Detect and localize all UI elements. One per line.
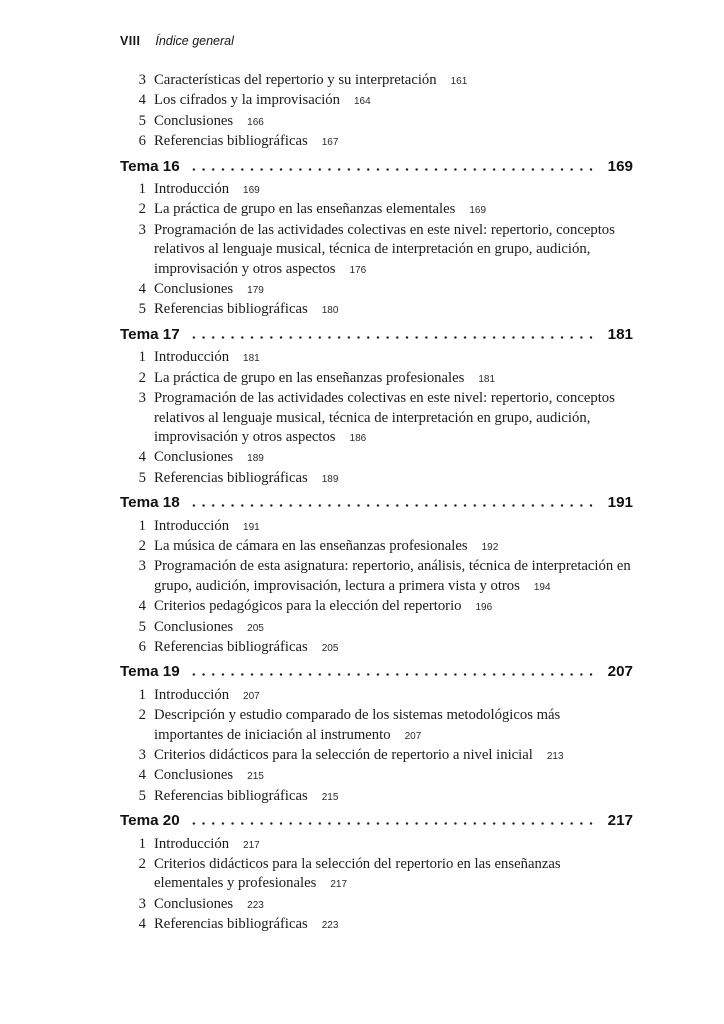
toc-item-page: 205 [321,642,339,654]
toc-item-page: 192 [481,541,499,553]
toc-item-number: 4 [138,767,146,784]
toc-item [120,221,633,280]
toc-item-page: 191 [243,521,260,533]
toc-item-body [154,280,633,300]
toc-section-page: 169 [607,157,633,175]
toc-item [120,369,633,389]
toc-item-body [154,200,633,220]
toc-item-title: Características del repertorio y su interpretación [154,72,437,88]
toc-item-number: 1 [138,181,146,198]
toc-item-body [154,706,633,746]
toc-item-page: 169 [469,205,487,217]
toc-item-number: 2 [138,537,146,554]
toc-item-page: 176 [349,264,367,276]
toc-item-title: Los cifrados y la improvisación [154,92,340,109]
toc-item [120,300,633,320]
toc-item-number: 2 [138,707,146,724]
toc-item-body [154,835,633,855]
toc-item-number: 4 [138,916,146,933]
toc-item-page: 217 [330,879,348,891]
toc-item-body [154,597,633,617]
toc-item-title: Referencias bibliográficas [154,133,308,150]
toc-item [120,517,633,537]
toc-section [120,325,633,489]
toc-item-number: 4 [138,92,146,109]
toc-item-title: La música de cámara en las enseñanzas profesionales [154,537,468,554]
toc-item-number: 3 [138,558,146,575]
toc-item-number: 4 [138,281,146,298]
toc-item-page: 223 [321,920,339,932]
toc-item [120,389,633,448]
toc-item-body [154,469,633,489]
toc-item-page: 181 [243,353,260,365]
toc-item [120,448,633,468]
toc-leading-items [120,71,633,153]
toc-item-title: Referencias bibliográficas [154,787,308,804]
toc-section-items [120,180,633,321]
running-header-title: Índice general [155,34,234,48]
toc-item [120,132,633,152]
toc-item-number: 2 [138,856,146,873]
toc-section-page: 207 [607,663,633,681]
toc-item [120,686,633,706]
dot-leader [189,336,599,339]
toc-item [120,112,633,132]
toc-item-title: Conclusiones [154,281,234,298]
toc-section [120,662,633,807]
toc-item-title: Introducción [154,349,230,366]
toc-item-page: 186 [349,432,367,444]
toc-item-number: 1 [138,686,146,703]
toc-item-page: 180 [321,305,339,317]
toc-item-title: Referencias bibliográficas [154,916,308,933]
toc-item [120,597,633,617]
toc-item-number: 5 [138,787,146,804]
toc-item-title: Criterios didácticos para la selección de repertorio a nivel inicial [154,747,533,763]
toc-item-page: 194 [533,581,551,593]
toc-section [120,493,633,658]
toc-item-title: Conclusiones [154,767,234,784]
toc-item-page: 205 [247,622,264,634]
toc-item-number: 2 [138,369,146,386]
toc-item-number: 6 [138,133,146,150]
toc-section-heading [120,325,633,344]
toc-item-number: 6 [138,638,146,655]
running-header [120,34,234,48]
toc-item-page: 223 [247,899,264,911]
toc-item-body [154,300,633,320]
toc-item [120,915,633,935]
toc-item-number: 3 [138,390,146,407]
toc-item-body [154,389,633,448]
toc-item-title: Conclusiones [154,449,234,466]
toc-item [120,348,633,368]
toc-item-page: 213 [546,751,564,762]
toc-section-title: Tema 17 [120,325,180,343]
toc-item-number: 5 [138,112,146,129]
toc-item-number: 3 [138,895,146,912]
toc-item-page: 189 [247,453,264,465]
toc-item [120,835,633,855]
toc-item-body [154,855,633,895]
toc-item-body [154,686,633,706]
page-folio: VIII [120,34,141,48]
toc-item-title: Conclusiones [154,618,234,635]
toc-item-body [154,112,633,132]
toc-item-body [154,746,633,766]
toc-item [120,787,633,807]
toc-item-title: Conclusiones [154,112,234,129]
toc-item-page: 207 [404,730,422,742]
toc-item-number: 3 [138,221,146,238]
toc-section-items [120,517,633,659]
toc-item-title: Descripción y estudio comparado de los sistemas metodológicos más importantes de iniciación al instrumento [154,707,561,743]
toc-section-items [120,835,633,936]
toc-item-body [154,537,633,557]
toc-section-heading [120,493,633,512]
toc-item [120,895,633,915]
toc-item [120,618,633,638]
toc-item [120,537,633,557]
toc-section-items [120,686,633,807]
toc-item-body [154,91,633,111]
toc-item-page: 161 [450,76,468,87]
toc-item-number: 1 [138,835,146,852]
toc-item-title: Criterios didácticos para la selección del repertorio en las enseñanzas elementales y profesionales [154,856,561,892]
toc-item [120,638,633,658]
toc-item-body [154,180,633,200]
toc-item [120,469,633,489]
dot-leader [189,673,599,676]
toc-item-title: La práctica de grupo en las enseñanzas elementales [154,201,456,218]
toc-item-title: Conclusiones [154,895,234,912]
toc-item-number: 5 [138,301,146,318]
toc-item-body [154,787,633,807]
toc-section-items [120,348,633,489]
toc-item [120,706,633,746]
toc-section-title: Tema 18 [120,494,180,512]
toc-item-number: 1 [138,349,146,366]
toc-sections [120,157,633,936]
dot-leader [189,822,599,825]
toc-item-number: 4 [138,449,146,466]
toc-item-title: Introducción [154,686,230,703]
toc-item-body [154,132,633,152]
toc-item-number: 2 [138,201,146,218]
toc-item [120,280,633,300]
toc-section-heading [120,811,633,830]
toc-item [120,91,633,111]
toc-item-number: 1 [138,517,146,534]
toc-item-title: Introducción [154,517,230,534]
toc-item-title: La práctica de grupo en las enseñanzas profesionales [154,369,465,386]
toc-item [120,766,633,786]
toc-item-page: 167 [321,137,339,149]
toc-item [120,855,633,895]
toc-item-title: Programación de las actividades colectivas en este nivel: repertorio, conceptos relativos al lenguaje musical, técnica de interpretación en grupo, audición, improvisación y otros aspectos [154,390,615,445]
toc-item-page: 217 [243,839,260,851]
toc-item-title: Introducción [154,181,230,198]
toc-item-body [154,221,633,280]
toc-item [120,180,633,200]
toc-section [120,811,633,935]
toc-item-body [154,448,633,468]
toc-item-body [154,71,633,91]
toc-item-title: Referencias bibliográficas [154,301,308,318]
toc-item-body [154,369,633,389]
toc-item-number: 5 [138,618,146,635]
toc-item-page: 207 [243,690,260,702]
toc-item-number: 3 [138,72,146,88]
toc-item-title: Referencias bibliográficas [154,638,308,655]
toc-item-page: 169 [243,185,260,197]
toc-item-body [154,618,633,638]
toc-section-heading [120,662,633,681]
toc-item-number: 4 [138,598,146,615]
toc-item-body [154,915,633,935]
toc-item-title: Programación de esta asignatura: repertorio, análisis, técnica de interpretación en grupo, audición, improvisación, lectura a primera vista y otros [154,558,631,594]
toc-content [120,71,633,936]
toc-item-page: 215 [247,771,264,783]
toc-item-page: 166 [247,116,264,128]
dot-leader [189,168,599,171]
toc-item [120,200,633,220]
toc-item [120,71,633,91]
toc-item-title: Criterios pedagógicos para la elección del repertorio [154,598,462,615]
toc-section-page: 191 [607,494,633,512]
toc-item-page: 179 [247,285,264,297]
toc-item-body [154,766,633,786]
toc-section-page: 181 [607,325,633,343]
toc-item-page: 215 [321,791,339,803]
toc-section [120,157,633,321]
toc-item-body [154,895,633,915]
toc-section-page: 217 [607,812,633,830]
toc-item-page: 181 [478,373,496,385]
toc-item [120,557,633,597]
toc-item-body [154,517,633,537]
toc-item-title: Introducción [154,835,230,852]
toc-section-title: Tema 20 [120,812,180,830]
toc-item-body [154,557,633,597]
dot-leader [189,504,599,507]
toc-item-page: 164 [354,96,371,108]
toc-item-title: Referencias bibliográficas [154,469,308,486]
toc-item-number: 3 [138,747,146,763]
toc-section-title: Tema 19 [120,663,180,681]
toc-item [120,746,633,766]
toc-item-page: 196 [475,602,493,614]
toc-item-page: 189 [321,473,339,485]
toc-section-heading [120,157,633,176]
toc-item-body [154,638,633,658]
toc-item-number: 5 [138,469,146,486]
toc-section-title: Tema 16 [120,157,180,175]
toc-item-title: Programación de las actividades colectivas en este nivel: repertorio, conceptos relativos al lenguaje musical, técnica de interpretación en grupo, audición, improvisación y otros aspectos [154,221,615,277]
toc-item-body [154,348,633,368]
